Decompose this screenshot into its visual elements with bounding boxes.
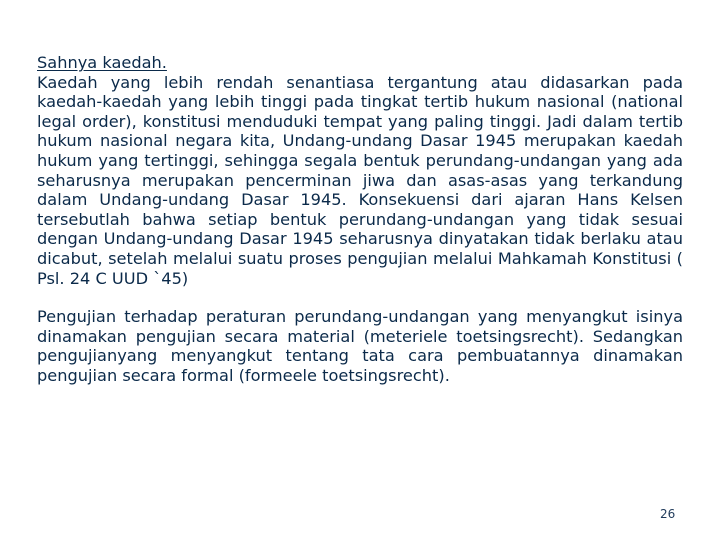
page-number: 26 [660, 507, 676, 521]
section-title: Sahnya kaedah. [37, 53, 167, 72]
paragraph-validity-of-norms: Kaedah yang lebih rendah senantiasa tergantung atau didasarkan pada kaedah-kaedah yang lebih tinggi pada tingkat tertib hukum nasional (national legal order), konstitusi menduduki tempat yang paling tinggi. Jadi dalam tertib hukum nasional negara kita, Undang-undang Dasar 1945 merupakan kaedah hukum yang tertinggi, sehingga segala bentuk perundang-undangan yang ada seharusnya merupakan pencerminan jiwa dan asas-asas yang terkandung dalam Undang-undang Dasar 1945. Konsekuensi dari ajaran Hans Kelsen tersebutlah bahwa setiap bentuk perundang-undangan yang tidak sesuai dengan Undang-undang Dasar 1945 seharusnya dinyatakan tidak berlaku atau dicabut, setelah melalui suatu proses pengujian melalui Mahkamah Konstitusi ( Psl. 24 C UUD `45) [37, 72, 683, 288]
slide-content [37, 53, 683, 386]
paragraph-judicial-review: Pengujian terhadap peraturan perundang-undangan yang menyangkut isinya dinamakan pengujian secara material (meteriele toetsingsrecht). Sedangkan pengujianyang menyangkut tentang tata cara pembuatannya dinamakan pengujian secara formal (formeele toetsingsrecht). [37, 307, 683, 385]
